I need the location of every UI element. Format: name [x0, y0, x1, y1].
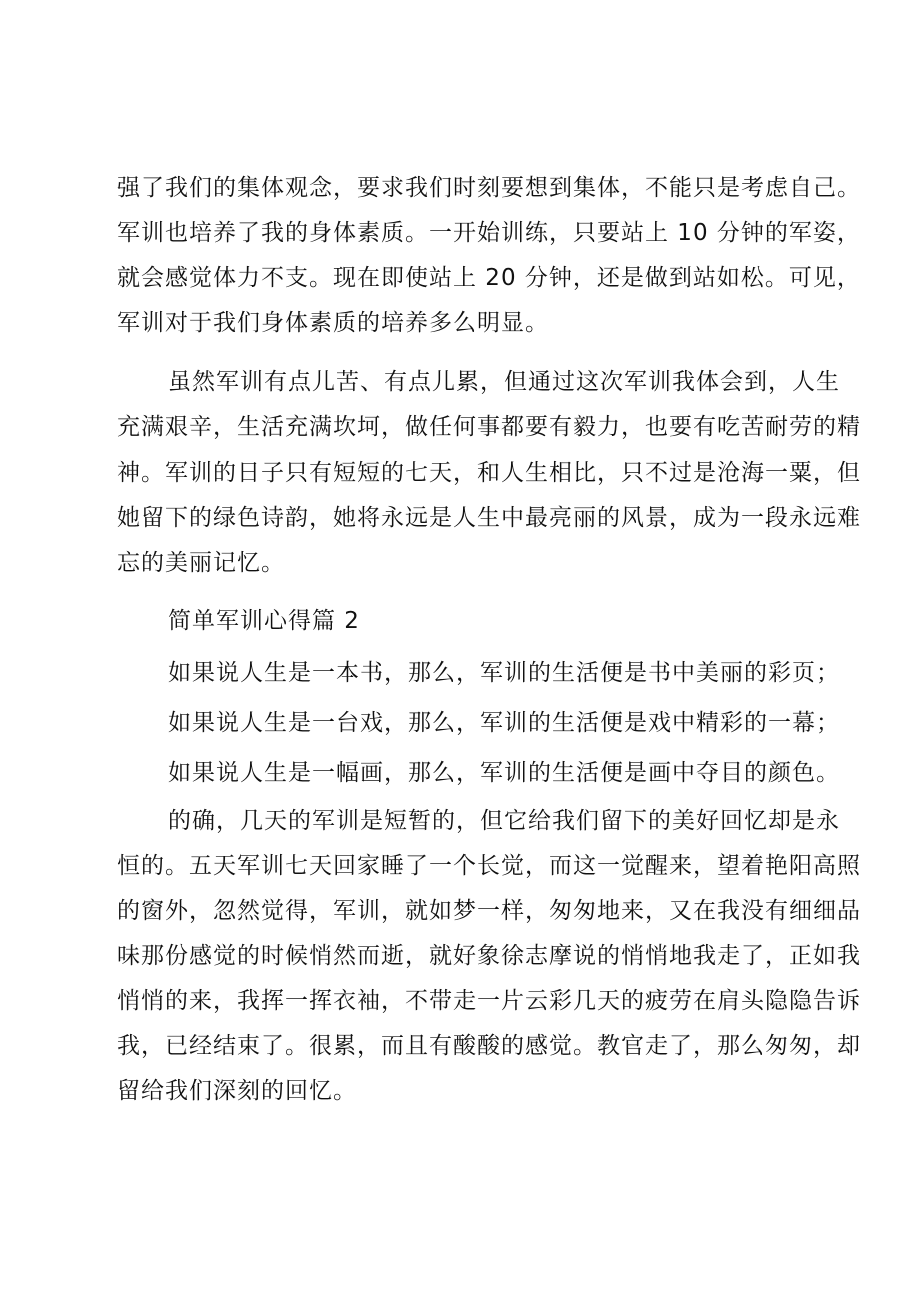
body-line: 留给我们深刻的回忆。 [117, 1078, 357, 1104]
body-line: 她留下的绿色诗韵，她将永远是人生中最亮丽的风景，成为一段永远难 [117, 505, 861, 531]
body-line: 强了我们的集体观念，要求我们时刻要想到集体，不能只是考虑自己。 [117, 175, 861, 201]
body-line: 的确，几天的军训是短暂的，但它给我们留下的美好回忆却是永 [168, 808, 840, 834]
body-line: 悄悄的来，我挥一挥衣袖，不带走一片云彩几天的疲劳在肩头隐隐告诉 [117, 988, 861, 1014]
body-line: 如果说人生是一本书，那么，军训的生活便是书中美丽的彩页； [168, 660, 840, 686]
body-line: 如果说人生是一幅画，那么，军训的生活便是画中夺目的颜色。 [168, 760, 840, 786]
body-line: 就会感觉体力不支。现在即使站上 20 分钟，还是做到站如松。可见， [117, 265, 861, 291]
body-line: 忘的美丽记忆。 [117, 550, 285, 576]
body-line: 的窗外，忽然觉得，军训，就如梦一样，匆匆地来，又在我没有细细品 [117, 898, 861, 924]
body-line: 军训对于我们身体素质的培养多么明显。 [117, 310, 549, 336]
body-line: 我，已经结束了。很累，而且有酸酸的感觉。教官走了，那么匆匆，却 [117, 1033, 861, 1059]
body-line: 虽然军训有点儿苦、有点儿累，但通过这次军训我体会到，人生 [168, 369, 840, 395]
body-line: 恒的。五天军训七天回家睡了一个长觉，而这一觉醒来，望着艳阳高照 [117, 853, 861, 879]
body-line: 味那份感觉的时候悄然而逝，就好象徐志摩说的悄悄地我走了，正如我 [117, 943, 861, 969]
body-line: 充满艰辛，生活充满坎坷，做任何事都要有毅力，也要有吃苦耐劳的精 [117, 414, 861, 440]
body-line: 军训也培养了我的身体素质。一开始训练，只要站上 10 分钟的军姿， [117, 220, 861, 246]
body-line: 如果说人生是一台戏，那么，军训的生活便是戏中精彩的一幕； [168, 710, 840, 736]
section-heading: 简单军训心得篇 2 [168, 608, 360, 634]
body-line: 神。军训的日子只有短短的七天，和人生相比，只不过是沧海一粟，但 [117, 460, 861, 486]
